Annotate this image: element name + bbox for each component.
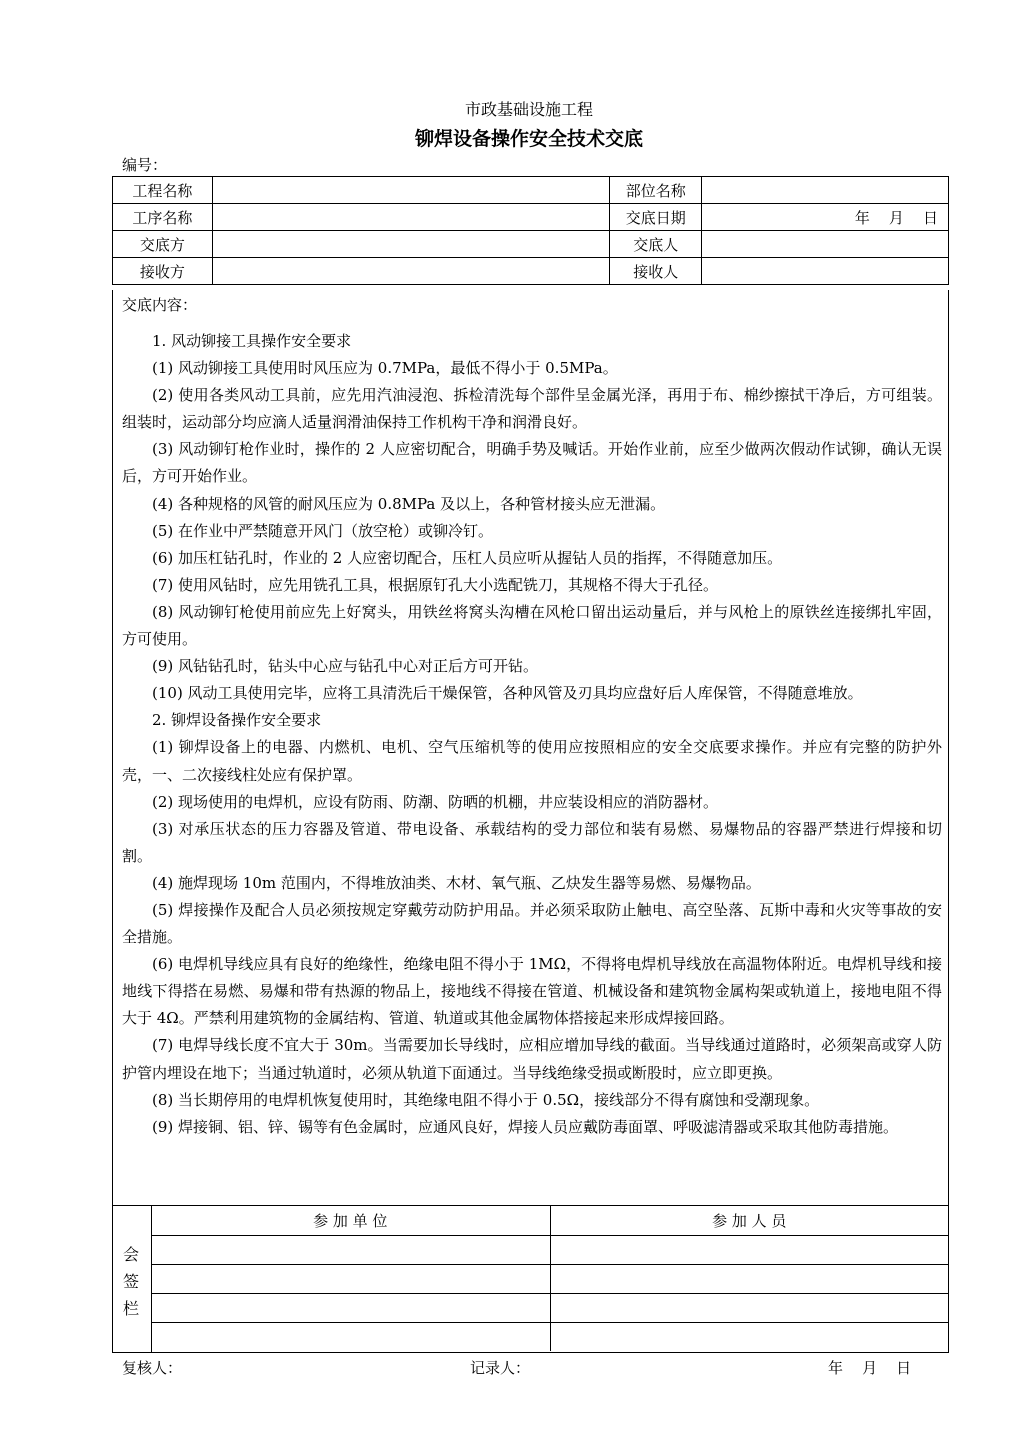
- signoff-char: 会: [123, 1245, 140, 1264]
- table-row: [151, 1206, 948, 1235]
- signoff-section: [112, 1205, 949, 1353]
- receiving-party-field[interactable]: [212, 258, 609, 285]
- content-paragraph: (4) 施焊现场 10m 范围内，不得堆放油类、木材、氧气瓶、乙炔发生器等易燃、易爆物品。: [152, 873, 761, 892]
- unit-cell[interactable]: [151, 1293, 550, 1322]
- content-paragraph: (5) 在作业中严禁随意开风门（放空枪）或铆冷钉。: [152, 521, 494, 540]
- participating-unit-header: 参 加 单 位: [151, 1206, 550, 1235]
- signoff-char: 栏: [123, 1299, 140, 1318]
- content-paragraph: (10) 风动工具使用完毕，应将工具清洗后干燥保管，各种风管及刃具均应盘好后人库保管，不得随意堆放。: [152, 684, 863, 703]
- signoff-table: [151, 1206, 948, 1351]
- handover-person-label: 交底人: [610, 231, 702, 258]
- content-paragraph: 1. 风动铆接工具操作安全要求: [152, 332, 352, 350]
- content-paragraph: (7) 电焊导线长度不宜大于 30m。当需要加长导线时，应相应增加导线的截面。当导线通过道路时，必须架高或穿人防护管内埋设在地下；当通过轨道时，必须从轨道下面通过。当导线绝缘受损或断股时，应立即更换。: [122, 1036, 942, 1082]
- content-paragraph: (8) 风动铆钉枪使用前应先上好窝头，用铁丝将窝头沟槽在风枪口留出运动量后，并与风枪上的原铁丝连接绑扎牢固，方可使用。: [122, 602, 942, 649]
- content-paragraph: (5) 焊接操作及配合人员必须按规定穿戴劳动防护用品。并必须采取防止触电、高空坠落、瓦斯中毒和火灾等事故的安全措施。: [122, 900, 942, 947]
- table-row: [113, 177, 949, 204]
- table-row: [151, 1293, 948, 1322]
- content-section: [112, 290, 949, 1206]
- handover-party-label: 交底方: [113, 231, 213, 258]
- reviewer-label: 复核人：: [122, 1359, 183, 1377]
- content-paragraph: 2. 铆焊设备操作安全要求: [152, 711, 322, 730]
- content-paragraph: (4) 各种规格的风管的耐风压应为 0.8MPa 及以上，各种管材接头应无泄漏。: [152, 494, 666, 513]
- table-row: [151, 1235, 948, 1264]
- date-label: 交底日期: [610, 204, 702, 231]
- unit-cell[interactable]: [151, 1322, 550, 1351]
- document-title: 铆焊设备操作安全技术交底: [414, 128, 643, 150]
- content-paragraph: (3) 风动铆钉枪作业时，操作的 2 人应密切配合，明确手势及喊话。开始作业前，应至少做两次假动作试铆，确认无误后，方可开始作业。: [122, 440, 942, 486]
- content-paragraph: (6) 加压杠钻孔时，作业的 2 人应密切配合，压杠人员应听从握钻人员的指挥，不得随意加压。: [152, 548, 783, 567]
- content-label: 交底内容：: [122, 296, 198, 314]
- people-cell[interactable]: [550, 1235, 948, 1264]
- content-paragraph: (6) 电焊机导线应具有良好的绝缘性，绝缘电阻不得小于 1MΩ，不得将电焊机导线放在高温物体附近。电焊机导线和接地线下得搭在易燃、易爆和带有热源的物品上，接地线不得接在管道、机械设备和建筑物金属构架或轨道上，接地电阻不得大于 4Ω。严禁利用建筑物的金属结构、管道、轨道或其他金属物体搭接起来形成焊接回路。: [122, 955, 942, 1028]
- table-row: [151, 1264, 948, 1293]
- content-paragraph: (1) 风动铆接工具使用时风压应为 0.7MPa，最低不得小于 0.5MPa。: [152, 359, 618, 378]
- project-name-label: 工程名称: [113, 177, 213, 204]
- content-paragraph: (7) 使用风钻时，应先用铣孔工具，根据原钉孔大小选配铣刀，其规格不得大于孔径。: [152, 575, 719, 594]
- content-paragraph: (9) 风钻钻孔时，钻头中心应与钻孔中心对正后方可开钻。: [152, 657, 539, 676]
- receiver-field[interactable]: [702, 258, 949, 285]
- table-row: [113, 258, 949, 285]
- signoff-side-label: [113, 1206, 152, 1352]
- people-cell[interactable]: [550, 1322, 948, 1351]
- document-subtitle: 市政基础设施工程: [464, 100, 593, 119]
- content-paragraph: (8) 当长期停用的电焊机恢复使用时，其绝缘电阻不得小于 0.5Ω，接线部分不得有腐蚀和受潮现象。: [152, 1090, 820, 1109]
- table-row: [113, 204, 949, 231]
- serial-number-label: 编号：: [122, 156, 168, 174]
- participating-people-header: 参 加 人 员: [550, 1206, 948, 1235]
- part-name-field[interactable]: [702, 177, 949, 204]
- content-body: [122, 328, 942, 1141]
- content-paragraph: (3) 对承压状态的压力容器及管道、带电设备、承载结构的受力部位和装有易燃、易爆物品的容器严禁进行焊接和切割。: [122, 819, 942, 865]
- content-paragraph: (1) 铆焊设备上的电器、内燃机、电机、空气压缩机等的使用应按照相应的安全交底要求操作。并应有完整的防护外壳，一、二次接线柱处应有保护罩。: [122, 738, 942, 784]
- recorder-label: 记录人：: [470, 1359, 531, 1377]
- unit-cell[interactable]: [151, 1235, 550, 1264]
- people-cell[interactable]: [550, 1293, 948, 1322]
- content-paragraph: (9) 焊接铜、铝、锌、锡等有色金属时，应通风良好，焊接人员应戴防毒面罩、呼吸滤清器或采取其他防毒措施。: [152, 1117, 899, 1136]
- content-paragraph: (2) 现场使用的电焊机，应设有防雨、防潮、防晒的机棚，井应装设相应的消防器材。: [152, 792, 719, 811]
- handover-party-field[interactable]: [212, 231, 609, 258]
- unit-cell[interactable]: [151, 1264, 550, 1293]
- people-cell[interactable]: [550, 1264, 948, 1293]
- process-name-field[interactable]: [212, 204, 609, 231]
- table-row: [151, 1322, 948, 1351]
- process-name-label: 工序名称: [113, 204, 213, 231]
- receiving-party-label: 接收方: [113, 258, 213, 285]
- signoff-char: 签: [123, 1272, 140, 1291]
- project-name-field[interactable]: [212, 177, 609, 204]
- info-table: [112, 176, 949, 285]
- footer-date: 年 月 日: [828, 1359, 912, 1377]
- date-field[interactable]: 年 月 日: [702, 204, 949, 231]
- handover-person-field[interactable]: [702, 231, 949, 258]
- part-name-label: 部位名称: [610, 177, 702, 204]
- table-row: [113, 231, 949, 258]
- content-paragraph: (2) 使用各类风动工具前，应先用汽油浸泡、拆检清洗每个部件呈金属光泽，再用于布、棉纱擦拭干净后，方可组装。组装时，运动部分均应滴人适量润滑油保持工作机构干净和润滑良好。: [122, 386, 942, 432]
- receiver-label: 接收人: [610, 258, 702, 285]
